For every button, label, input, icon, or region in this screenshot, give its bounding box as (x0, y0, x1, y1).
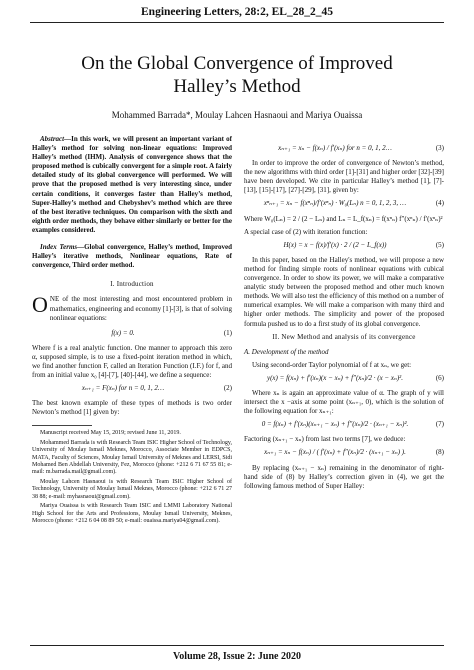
footnote-3: Moulay Lahcen Hasnaoui is with Research Team ISIC Higher School of Technology, University of Moulay Ismail Meknes, Morocco (phone: +212 6 71 27 38 88; e-mail: myhasnaoui@gmail.com). (32, 478, 232, 500)
right-paragraph-2: A special case of (2) with iteration function: (244, 227, 368, 236)
footnote-4: Mariya Ouaissa is with Research Team ISIC and LMMI Laboratory National High School for the Arts and Professions, Moulay Ismail University, Meknes, Morocco (phone: +212 6 04 08 89 50; e-mail: ouaissa.mariya04@gmail.com). (32, 503, 232, 524)
equation-1 (32, 329, 232, 338)
intro-paragraph-2: Where f is a real analytic function. One manner to approach this zero α, supposed simple, is to use a fixed-point iteration method in which, we find another function F, called an Iteration Function (I.F.) for f, and from an initial value x₀ [4]-[7], [40]-[44], we define a sequence: (32, 343, 232, 380)
right-paragraph-7: By replacing (xₙ₊₁ − xₙ) remaining in the denominator of right-hand side of (8) by Halley’s correction given in (4), we get the following famous method of Super Halley: (244, 463, 444, 490)
footnote-1: Manuscript received May 15, 2019; revised June 11, 2019. (40, 430, 181, 437)
equation-7 (244, 420, 444, 429)
abstract (32, 135, 232, 235)
intro-paragraph-1-text: NE of the most interesting and most encountered problem in mathematics, engineering and economy [1]-[3], is that of solving nonlinear equations: (49, 295, 232, 322)
equation-3-number: (3) (435, 144, 444, 152)
equation-4-definitions: Where W₀(Lₙ) = 2 / (2 − Lₙ) and Lₙ = L_f(xₙ) = f(xⁿₙ) f″(xⁿₙ) / f′(xⁿₙ)² (244, 214, 443, 223)
equation-7-number: (7) (435, 420, 444, 429)
right-paragraph-4: Using second-order Taylor polynomial of f at xₙ, we get: (252, 360, 412, 369)
equation-6 (244, 374, 444, 383)
abstract-text: —In this work, we will present an important variant of Halley’s method for solving non-linear equations: Improved Halley’s method (IHM). Analysis of convergence shows that the proposed method is cubically convergent for a simple root. A fairly detailed study of its global convergence will performed. We will prove that the proposed method is very interesting since, under certain conditions, it converges faster than Halley’s method, Super-Halley’s method and Chebyshev’s method which are three of the best iterative techniques. On comparison with the sixth and eighth order methods, they behave either similarly or better for the examples considered. (32, 135, 232, 234)
equation-7-body: 0 = f(xₙ) + f′(xₙ)(xₙ₊₁ − xₙ) + f″(xₙ)/2 · (xₙ₊₁ − xₙ)². (261, 420, 409, 429)
left-column (32, 135, 232, 527)
footer-rule (30, 645, 444, 646)
equation-3-body: xₙ₊₁ = xₙ − f(xₙ) / f′(xₙ) for n = 0, 1, 2… (278, 144, 392, 152)
right-paragraph-3: In this paper, based on the Halley's method, we will propose a new method for finding simple roots of nonlinear equations with cubical convergence. In order to show its power, we will make a comparative analytic study between the proposed method and other much known methods. We will also test the efficiency of this method on a number of numerical examples. We will make a comparison with many third and higher order methods. The simplicity and power of the proposed formula pushed us to do a first study of its global convergence. (244, 255, 444, 328)
paper-title (40, 52, 434, 98)
drop-cap: O (32, 292, 48, 318)
equation-5-number: (5) (435, 240, 444, 249)
equation-5 (244, 241, 444, 250)
right-paragraph-5: Where xₙ is again an approximate value of α. The graph of y will intersect the x −axis at some point (xₙ₊₁, 0), which is the solution of the following equation for xₙ₊₁: (244, 388, 444, 416)
equation-2 (32, 384, 232, 393)
intro-paragraph-3: The best known example of these types of methods is two order Newton’s method [1] given by: (32, 399, 232, 417)
equation-8 (244, 448, 444, 457)
authors: Mohammed Barrada*, Moulay Lahcen Hasnaoui and Mariya Ouaissa (111, 110, 363, 120)
section-heading-introduction: I. Introduction (110, 280, 154, 289)
equation-8-body: xₙ₊₁ = xₙ − f(xₙ) / ( f′(xₙ) + f″(xₙ)/2 · (xₙ₊₁ − xₙ) ). (264, 448, 406, 457)
equation-1-body: f(x) = 0. (111, 328, 135, 337)
footnote-2: Mohammed Barrada is with Research Team ISIC Higher School of Technology, University of Moulay Ismail Meknes, Morocco, Associate Member in EDPCS, MATA, Faculty of Sciences, Moulay Ismail University of Meknes and LERSI, Sidi Mohamed Ben Abdellah University, Fez, Morocco (phone: +212 6 71 67 55 81; e-mail: m.barrada.mail@gmail.com). (32, 439, 232, 476)
right-paragraph-1: In order to improve the order of convergence of Newton’s method, the new algorithms with third order [1]-[31] and higher order [32]-[39] have been developed. We cite in particular Halley’s method [1], [7]-[13], [15]-[17], [27]-[29], [31], given by: (244, 159, 444, 195)
running-header: Engineering Letters, 28:2, EL_28_2_45 (141, 6, 333, 18)
equation-4-body: xⁿₙ₊₁ = xₙ − f(xⁿₙ)/f′(xⁿₙ) · W₀(Lₙ) n = 0, 1, 2, 3, … (263, 199, 407, 208)
equation-3 (244, 144, 444, 153)
subsection-heading-development: A. Development of the method (244, 347, 329, 356)
equation-4-number: (4) (435, 199, 444, 208)
running-footer: Volume 28, Issue 2: June 2020 (173, 651, 301, 662)
title-line-1: On the Global Convergence of Improved (81, 53, 393, 74)
equation-2-number: (2) (223, 384, 232, 393)
index-terms-text: —Global convergence, Halley’s method, Improved Halley’s iterative methods, Nonlinear equations, Rate of convergence, Third order method. (32, 243, 232, 270)
equation-2-body: xₙ₊₁ = F(xₙ) for n = 0, 1, 2… (81, 384, 165, 393)
right-paragraph-6: Factoring (xₙ₊₁ − xₙ) from last two terms [7], we deduce: (244, 435, 406, 444)
header-rule (30, 22, 444, 23)
equation-1-number: (1) (223, 328, 232, 337)
intro-paragraph-1 (32, 292, 232, 322)
index-terms (32, 243, 232, 270)
abstract-label: Abstract (40, 135, 65, 143)
equation-4 (244, 199, 444, 208)
title-line-2: Halley’s Method (173, 76, 301, 97)
right-column (244, 140, 444, 495)
equation-8-number: (8) (435, 448, 444, 457)
section-heading-new-method: II. New Method and analysis of its convergence (272, 332, 416, 341)
equation-5-body: H(x) = x − f(x)/f′(x) · 2 / (2 − L_f(x)) (283, 240, 387, 249)
equation-6-body: y(x) = f(xₙ) + f′(xₙ)(x − xₙ) + f″(xₙ)/2 · (x − xₙ)². (266, 373, 404, 382)
footnote-rule (32, 425, 92, 426)
equation-6-number: (6) (435, 373, 444, 382)
index-terms-label: Index Terms (40, 243, 78, 252)
